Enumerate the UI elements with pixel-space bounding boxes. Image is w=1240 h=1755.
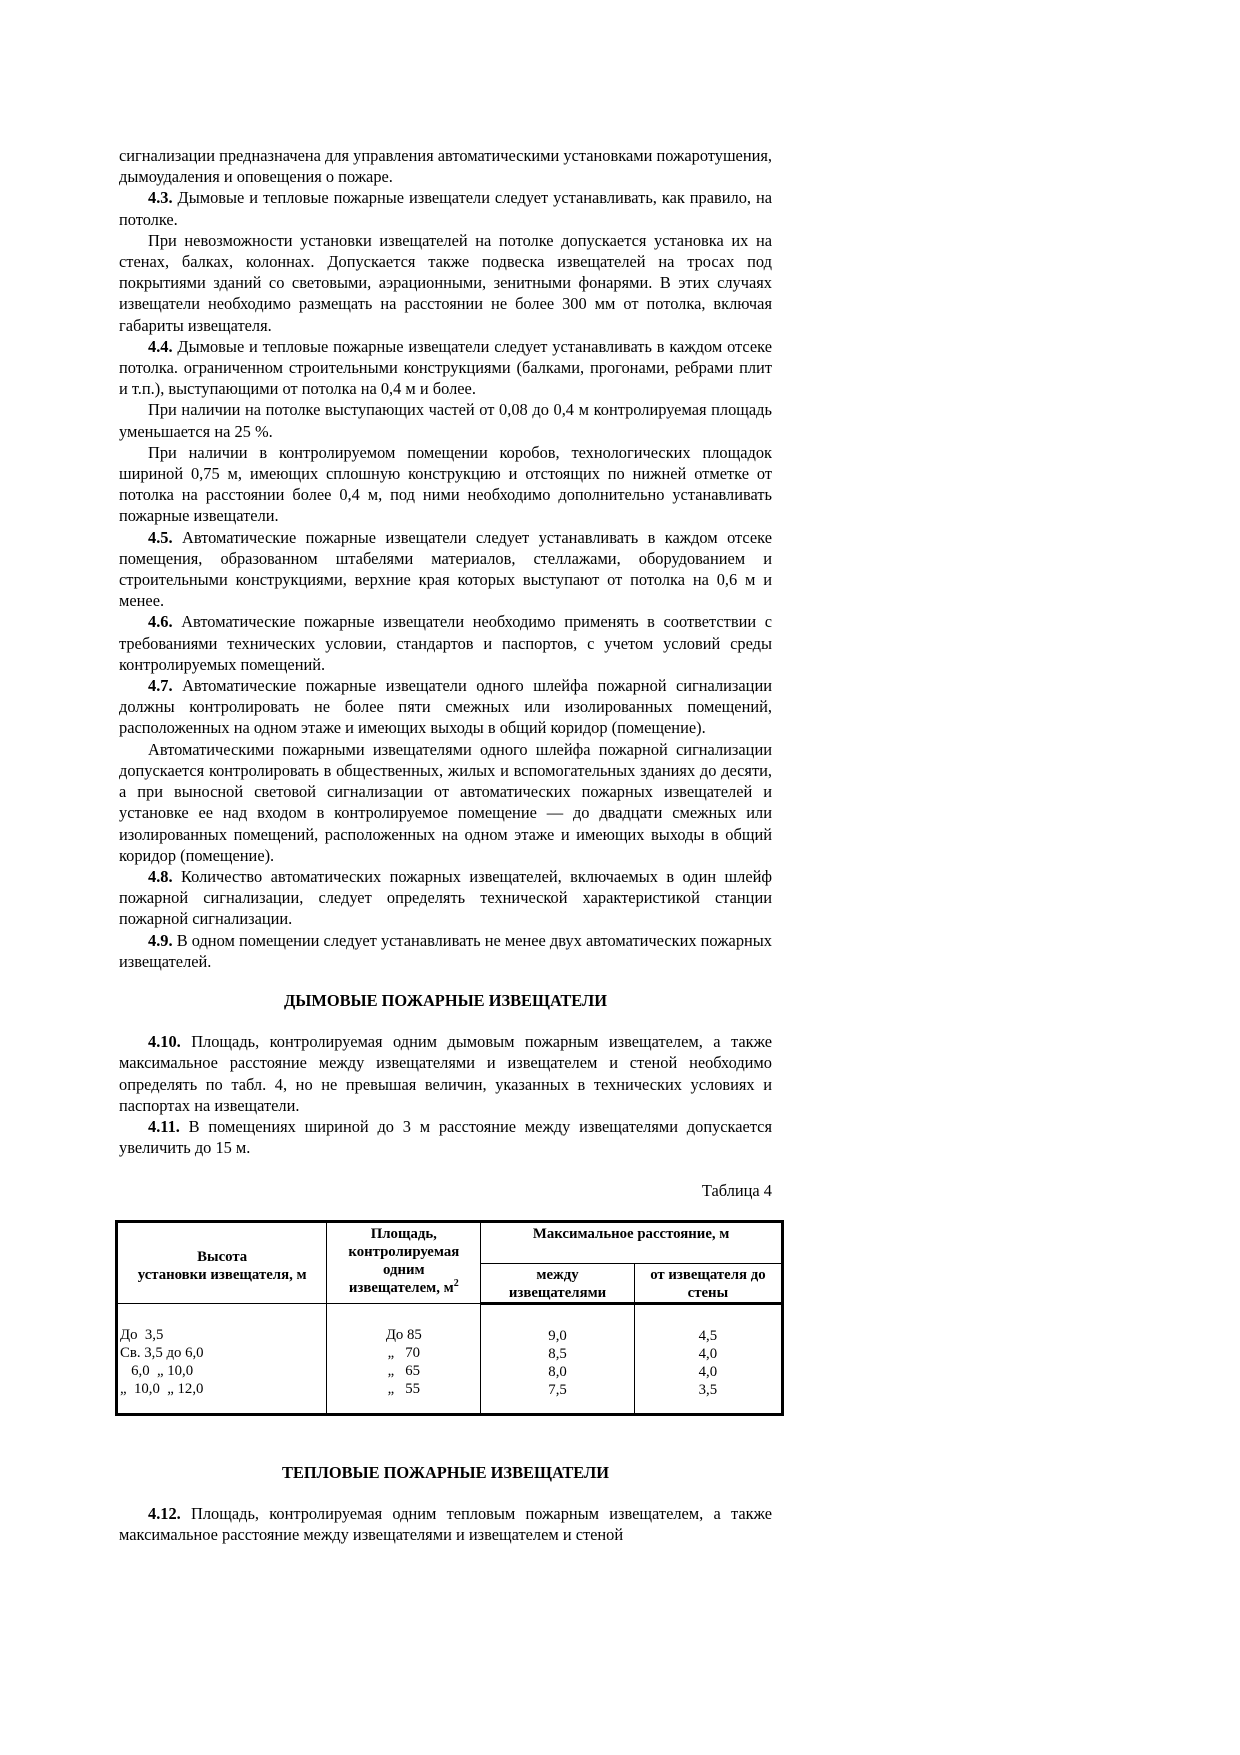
table-header-text: между [536,1266,579,1283]
section-heading-smoke: ДЫМОВЫЕ ПОЖАРНЫЕ ИЗВЕЩАТЕЛИ [284,990,607,1010]
table-cell: До 3,5 [120,1326,164,1343]
document-page [119,145,772,1545]
paragraph [119,930,772,972]
table-cell: 6,0 „ 10,0 [120,1362,194,1379]
table-cell: Св. 3,5 до 6,0 [120,1344,204,1361]
paragraph-text: Автоматические пожарные извещатели следует устанавливать в каждом отсеке помещения, образованном штабелями материалов, стеллажами, оборудованием и строительными конструкциями, верхние края которых выступают от потолка на 0,6 м и менее. [119,527,772,611]
paragraph-text: При наличии в контролируемом помещении коробов, технологических площадок шириной 0,75 м, имеющих сплошную конструкцию и отстоящих по нижней отметке от потолка на расстоянии более 0,4 м, под ними необходимо дополнительно устанавливать пожарные извещатели. [119,442,772,526]
paragraph-text: Дымовые и тепловые пожарные извещатели следует устанавливать в каждом отсеке потолка. ограниченном строительными конструкциями (балками, прогонами, ребрами плит и т.п.), выступающими от потолка на 0,4 м и более. [119,336,772,399]
paragraph-text: Площадь, контролируемая одним дымовым пожарным извещателем, а также максимальное расстояние между извещателями и извещателем и стеной необходимо определять по табл. 4, но не превышая величин, указанных в технических условиях и паспортах на извещатели. [119,1032,772,1115]
paragraph [119,187,772,229]
paragraph-group-smoke [119,1031,772,1158]
table-header-text: стены [687,1284,729,1301]
section-heading-heat: ТЕПЛОВЫЕ ПОЖАРНЫЕ ИЗВЕЩАТЕЛИ [282,1462,609,1482]
clause-number: 4.6. [148,612,173,632]
table-header-text: Высота [197,1248,248,1265]
table-cell: 3,5 [698,1381,718,1398]
table-column-area [327,1303,481,1414]
table-header-maxdist: Максимальное расстояние, м [481,1221,783,1263]
table-header-between [481,1263,635,1303]
table-cell: 8,5 [548,1345,567,1362]
paragraph [119,527,772,612]
table-column-height [117,1303,327,1414]
table-cell: „ 70 [387,1344,421,1361]
table-4 [115,1220,784,1416]
table-header-wall [634,1263,782,1303]
paragraph [119,1503,772,1545]
table-caption: Таблица 4 [701,1181,772,1201]
table-header-text: установки извещателя, м [137,1266,307,1283]
paragraph [119,675,772,739]
table-cell: 9,0 [548,1327,567,1344]
paragraph [119,399,772,441]
table-cell: „ 55 [387,1380,421,1397]
clause-number: 4.9. [148,930,173,950]
paragraph-text: В одном помещении следует устанавливать не менее двух автоматических пожарных извещателей. [119,930,772,971]
table-column-between [481,1303,635,1414]
table-cell: 4,0 [698,1363,718,1380]
table-cell: 8,0 [548,1363,567,1380]
table-cell: „ 65 [387,1362,421,1379]
clause-number: 4.12. [148,1503,181,1523]
paragraph-text: сигнализации предназначена для управления автоматическими установками пожаротушения, дымоудаления и оповещения о пожаре. [119,146,773,187]
clause-number: 4.4. [148,336,173,356]
clause-number: 4.3. [148,188,173,208]
table-header-text: от извещателя до [650,1266,766,1283]
paragraph-group-heat [119,1503,772,1545]
paragraph [119,866,772,930]
paragraph-text: Площадь, контролируемая одним тепловым пожарным извещателем, а также максимальное расстояние между извещателями и извещателем и стеной [119,1503,772,1544]
paragraph [119,336,772,400]
paragraph [119,611,772,675]
paragraph [119,145,772,187]
paragraph-text: При невозможности установки извещателей на потолке допускается установка их на стенах, балках, колоннах. Допускается также подвеска извещателей на тросах под покрытиями зданий со световыми, аэрационными, зенитными фонарями. В этих случаях извещатели необходимо размещать на расстоянии не более 300 мм от потолка, включая габариты извещателя. [119,230,772,335]
table-header-text: контролируемая [348,1243,460,1260]
clause-number: 4.10. [148,1032,181,1052]
paragraph-text: Автоматическими пожарными извещателями одного шлейфа пожарной сигнализации допускается контролировать в общественных, жилых и вспомогательных зданиях до десяти, а при выносной световой сигнализации от автоматических пожарных извещателей и установке ее над входом в контролируемое помещение — до двадцати смежных или изолированных помещений, расположенных на одном этаже и имеющих выходы в общий коридор (помещение). [119,739,772,865]
table-cell: 7,5 [548,1381,567,1398]
clause-number: 4.11. [148,1116,180,1136]
table-body-row [117,1303,783,1414]
table-header-text: извещателями [508,1284,607,1301]
table-header-text: Площадь, [370,1225,437,1242]
paragraph [119,1031,772,1116]
table-column-wall [634,1303,782,1414]
paragraph-group-general [119,145,772,972]
clause-number: 4.5. [148,527,173,547]
table-header-area [327,1221,481,1303]
paragraph-text: Количество автоматических пожарных извещателей, включаемых в один шлейф пожарной сигнализации, следует определять технической характеристикой станции пожарной сигнализации. [119,866,772,929]
paragraph-text: В помещениях шириной до 3 м расстояние между извещателями допускается увеличить до 15 м. [119,1116,772,1158]
clause-number: 4.8. [148,866,173,886]
table-cell: До 85 [385,1326,422,1343]
paragraph [119,1116,772,1158]
table-header-text: извещателем, м [348,1279,454,1296]
paragraph [119,442,772,527]
table-cell: 4,5 [698,1327,718,1344]
superscript: 2 [453,1277,459,1289]
table-header-height [117,1221,327,1303]
table-cell: „ 10,0 „ 12,0 [120,1380,204,1397]
paragraph-text: Автоматические пожарные извещатели одного шлейфа пожарной сигнализации должны контролировать не более пяти смежных или изолированных помещений, расположенных на одном этаже и имеющих выходы в общий коридор (помещение). [119,676,772,738]
paragraph [119,230,772,336]
paragraph-text: При наличии на потолке выступающих частей от 0,08 до 0,4 м контролируемая площадь уменьшается на 25 %. [119,400,772,441]
clause-number: 4.7. [148,676,173,696]
table-cell: 4,0 [698,1345,718,1362]
paragraph-text: Автоматические пожарные извещатели необходимо применять в соответствии с требованиями технических условии, стандартов и паспортов, с учетом условий среды контролируемых помещений. [119,612,772,674]
table-header-text: одним [383,1261,425,1278]
paragraph-text: Дымовые и тепловые пожарные извещатели следует устанавливать, как правило, на потолке. [119,188,772,229]
paragraph [119,739,772,866]
